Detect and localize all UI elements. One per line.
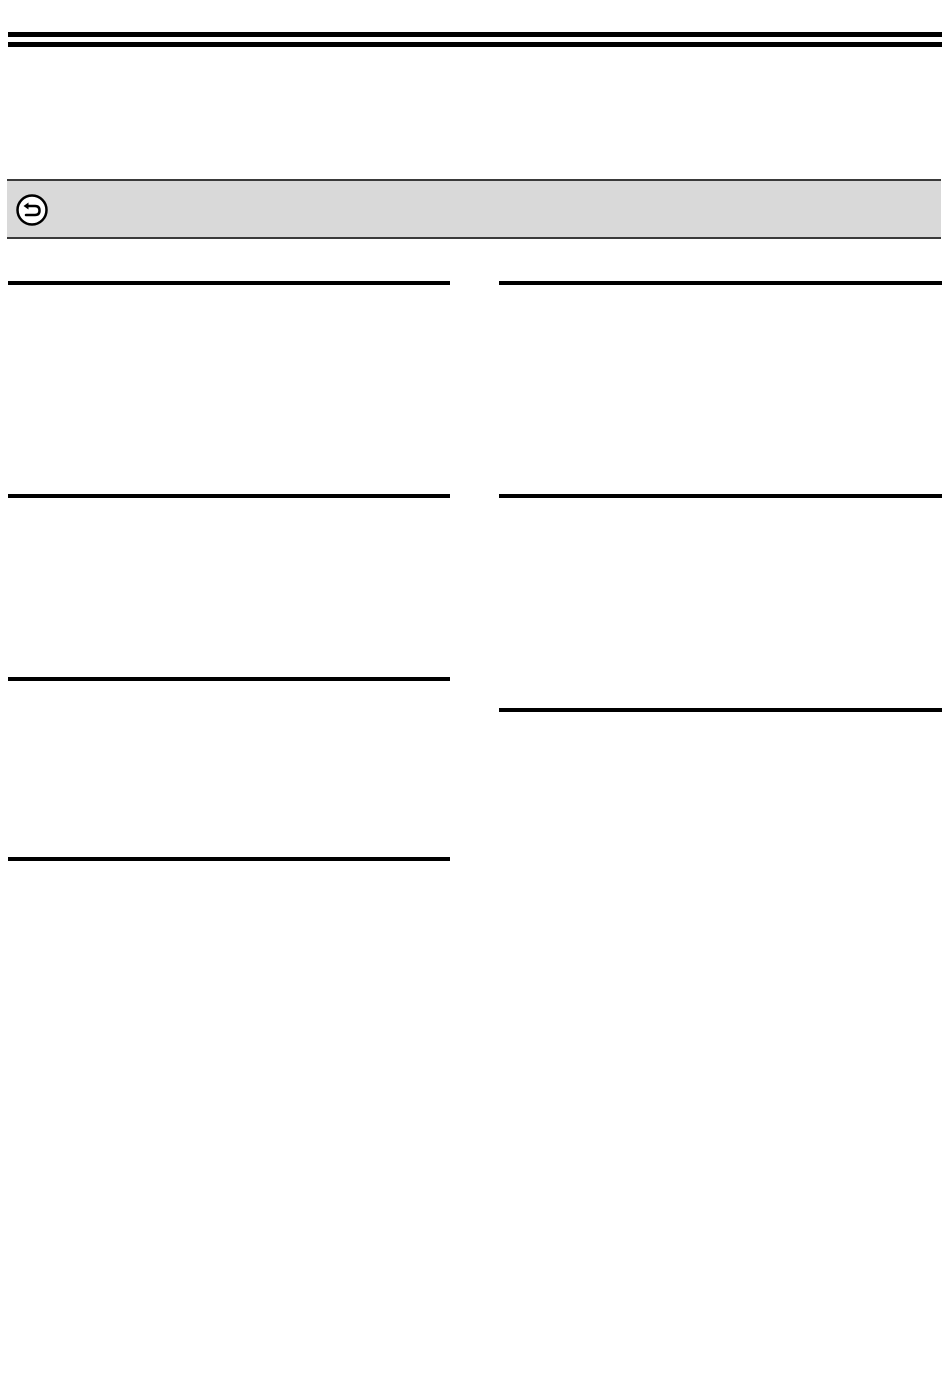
toc-bar [7, 179, 941, 239]
header-rule-bottom [8, 42, 942, 47]
section-rule-right-1 [499, 281, 942, 285]
section-rule-left-4 [8, 857, 450, 861]
section-rule-left-3 [8, 677, 450, 681]
header-rule-top [8, 32, 942, 37]
section-rule-left-2 [8, 494, 450, 498]
section-rule-left-1 [8, 281, 450, 285]
section-rule-right-3 [499, 708, 942, 712]
section-rule-right-2 [499, 494, 942, 498]
return-arrow-icon[interactable] [15, 193, 49, 227]
